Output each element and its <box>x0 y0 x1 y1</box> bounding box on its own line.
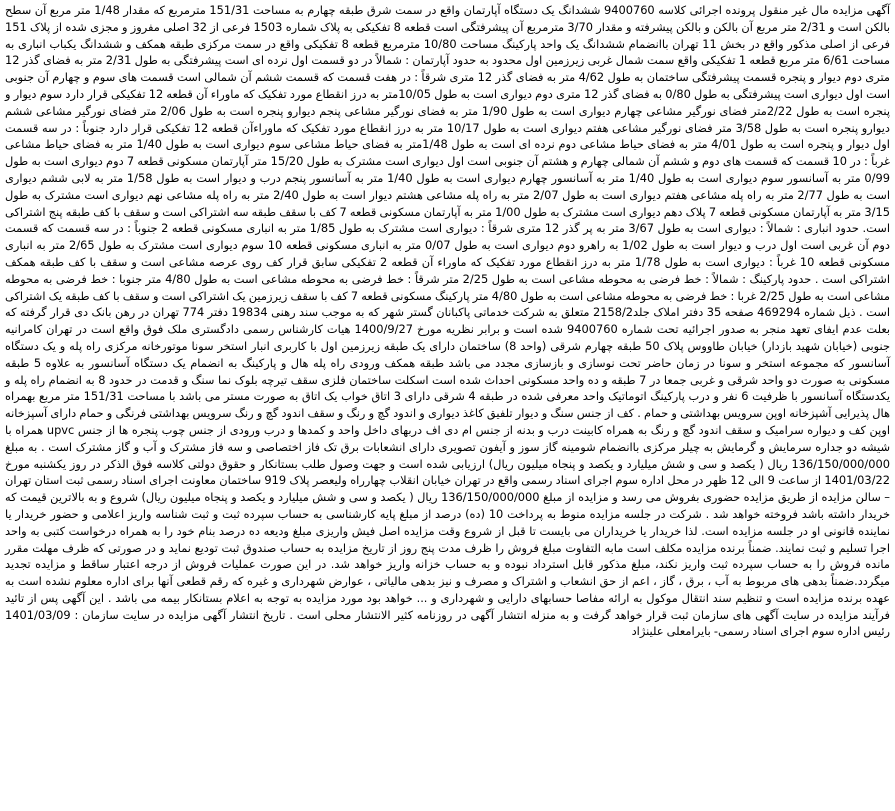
auction-notice-text: آگهی مزایده مال غیر منقول پرونده اجرائی کلاسه 9400760 ششدانگ یک دستگاه آپارتمان واقع در سمت شرق طبقه چهارم به مساحت 151/31 مترمربع که مقدار 1/48 متر مربع آن سطح بالکن است و 2/31 متر مربع آن بالکن و بالکن پیشرفته و مقدار 3/70 مترمربع آن پیشرفتگی است قطعه 8 تفکیکی به پلاک شماره 1503 فرعی از 32 اصلی مفروز و مجزی شده از پلاک 151 فرعی از اصلی مذکور واقع در بخش 11 تهران باانضمام ششدانگ یک واحد پارکینگ مساحت 10/80 مترمربع قطعه 8 تفکیکی واقع در سمت مرکزی طبقه همکف و ششدانگ یکباب انباری به مساحت 6/61 متر مربع قطعه 1 تفکیکی واقع سمت شمال غربی زیرزمین اول محدود به حدود آپارتمان : شمالاً در دو قسمت اول نرده ای است پیشرفتگی به طول 2/31 متر به فضای گذر 12 متری دوم دیوار و پنجره قسمت پیشرفتگی ساختمان به طول 4/62 متر به فضای گذر 12 متری شرقاً : در هفت قسمت که قسمت ششم آن شمالی است قسمت های سوم و چهارم آن جنوبی است اول دیواری است پیشرفتگی به طول 0/80 به فضای گذر 12 متری دوم دیواری است به طول 10/05متر به درز انقطاع مورد تفکیک که ماوراء آن قطعه 12 تفکیکی قرار دارد سوم دیوار و پنجره است به طول 2/22متر فضای نورگیر مشاعی چهارم دیواری است به طول 1/90 متر به فضای نورگیر مشاعی پنجم دیوارو پنجره است به طول 2/06 متر فضای نورگیر مشاعی ششم دیوارو پنجره است به طول 3/58 متر فضای نورگیر مشاعی هفتم دیواری است به طول 10/17 متر به درز انقطاع مورد تفکیک که ماوراءآن قطعه 12 تفکیکی قرار دارد جنوباً : در سه قسمت اول دیوار و پنجره است به طول 4/01 متر به فضای حیاط مشاعی دوم نرده ای است به طول 1/48متر به فضای حیاط مشاعی سوم دیواری است به طول 1/40 متر به فضای حیاط مشاعی غرباً : در 10 قسمت که قسمت های دوم و ششم آن شمالی چهارم و هشتم آن جنوبی است اول دیواری است مشترک به طول 15/20 متر آپارتمان مسکونی قطعه 7 دوم دیواری است به طول 0/99 متر به آسانسور سوم دیواری است به طول 1/40 متر به آسانسور چهارم دیواری است به طول 1/40 متر به آسانسور پنجم درب و دیوار است به طول 1/58 متر به لابی ششم دیواری است به طول 2/77 متر به راه پله مشاعی هفتم دیواری است به طول 2/07 متر به راه پله مشاعی هشتم دیوار است به طول 2/40 متر به راه پله مشاعی نهم دیواری است مشترک به طول 3/15 متر به آپارتمان مسکونی قطعه 7 پلاک دهم دیواری است مشترک به طول 1/00 متر به آپارتمان مسکونی قطعه 7 کف با سقف طبقه سه اشتراکی است و سقف با کف طبقه پنج اشتراکی است. حدود انباری : شمالاً : دیواری است به طول 3/67 متر به پر گذر 12 متری شرقاً : دیواری است مشترک به طول 1/85 متر به انباری مسکونی قطعه 2 جنوباً : در سه قسمت که قسمت دوم آن غربی است اول درب و دیوار است به طول 1/02 به راهرو دوم دیواری است به طول 0/07 متر به انباری مسکونی قطعه 10 سوم دیواری است مشترک به طول 2/65 متر به انباری مسکونی قطعه 10 غرباً : دیواری است به طول 1/78 متر به درز انقطاع مورد تفکیک که ماوراء آن قطعه 2 تفکیکی سابق قرار کف روی عرصه مشاعی است و سقف با کف طبقه همکف اشتراکی است . حدود پارکینگ : شمالاً : خط فرضی به محوطه مشاعی است به طول 2/25 متر شرقاً : خط فرضی به محوطه مشاعی است به طول 4/80 متر جنوبا : خط فرضی به محوطه مشاعی است به طول 2/25 غربا : خط فرضی به محوطه مشاعی است به طول 4/80 متر پارکینگ مسکونی قطعه 7 کف با سقف زیرزمین یک اشتراکی است و سقف با کف طبقه یک اشتراکی است . ذیل شماره 469294 صفحه 35 دفتر املاک جلد2158/2 متعلق به شرکت خدماتی پاکبانان گستر شهر که به موجب سند رهنی 19834 دفتر 774 تهران در رهن بانک دی قرار گرفته که بعلت عدم ایفای تعهد منجر به صدور اجرائیه تحت شماره 9400760 شده است و برابر نظریه مورخ 1400/9/27 هیات کارشناس رسمی دادگستری ملک فوق واقع است در تهران کامرانیه جنوبی (خیابان شهید بازدار) خیابان طاووس پلاک 50 طبقه چهارم شرقی (واحد 8) ساختمان دارای یک طبقه زیرزمین اول با کاربری انبار استخر سونا موتورخانه مرکزی راه پله و یک دستگاه آسانسور که مجموعه استخر و سونا در زمان حاضر تحت نوسازی و بازسازی مجدد می باشد طبقه همکف ورودی راه پله هال و پارکینگ به انضمام یک دستگاه آسانسور به علاوه 5 طبقه مسکونی به صورت دو واحد شرقی و غربی جمعا در 7 طبقه و ده واحد مسکونی احداث شده است اسکلت ساختمان فلزی سقف تیرچه بلوک نما سنگ و قدمت در حدود 8 به انضمام راه پله و یکدستگاه آسانسور با ظرفیت 6 نفر و درب پارکینگ اتوماتیک واحد معرفی شده در طبقه 4 شرقی دارای 3 اتاق خواب یک اتاق به صورت مستر می باشد با مساحت 151/31 متر مربع بهمراه هال پذیرایی آشپزخانه اوپن سرویس بهداشتی و حمام . کف از جنس سنگ و دیوار تلفیق کاغذ دیواری و اندود گچ و رنگ و سقف اندود گچ و رنگ سرویس بهداشتی فرنگی و حمام دارای آسپزخانه اوپن کف و دیواره سرامیک و سقف اندود گچ و رنگ به همراه کابینت درب و بدنه از جنس ام دی اف دربهای داخل واحد و کمدها و درب ورودی از جنس چوب پنجره ها از جنس upvc همراه با شیشه دو جداره سرمایش و گرمایش به چیلر مرکزی باانضمام شومینه گاز سوز و آیفون تصویری دارای انشعابات برق تک فاز اختصاصی و سه فاز مشترک و آب و گاز مشترک است . به مبلغ 136/150/000/000 ریال ( یکصد و سی و شش میلیارد و یکصد و پنجاه میلیون ریال) ارزیابی شده است و جهت وصول طلب بستانکار و حقوق دولتی کلاسه فوق الذکر در روز یکشنبه مورخ 1401/03/22 از ساعت 9 الی 12 ظهر در محل اداره سوم اجرای اسناد رسمی واقع در تهران خیابان انقلاب چهارراه ولیعصر پلاک 919 ساختمان معاونت اجرای اسناد رسمی ثبت استان تهران – سالن مزایده از طریق مزایده حضوری بفروش می رسد و مزایده از مبلغ 136/150/000/000 ریال ( یکصد و سی و شش میلیارد و یکصد و پنجاه میلیون ریال) شروع و به بالاترین قیمت که خریدار داشته باشد فروخته خواهد شد . شرکت در جلسه مزایده منوط به پرداخت 10 (ده) درصد از مبلغ پایه کارشناسی به حساب سپرده ثبت و ثبت شناسه واریز اعلامی و حضور خریدار یا نماینده قانونی او در جلسه مزایده است. لذا خریدار یا خریداران می بایست تا قبل از شروع وقت مزایده اصل فیش واریزی مبلغ ودیعه ده درصد بنام خود را به همراه درخواست کتبی به واحد اجرا تسلیم و ثبت نمایند. ضمناً برنده مزایده مکلف است مابه التفاوت مبلغ فروش را ظرف مدت پنج روز از تاریخ مزایده به حساب صندوق ثبت تودیع نماید و در صورتی که ظرف مهلت مقرر مانده فروش را به حساب سپرده ثبت واریز نکند، مبلغ مذکور قابل استرداد نبوده و به حساب خزانه واریز خواهد شد. در این صورت عملیات فروش از درجه اعتبار ساقط و مزایده تجدید میگردد.ضمناً بدهی های مربوط به آب ، برق ، گاز ، اعم از حق انشعاب و اشتراک و مصرف و نیز بدهی مالیاتی ، عوارض شهرداری و غیره که رقم قطعی آنها برای اداره معلوم نشده است به عهده برنده مزایده است و تنظیم سند انتقال موکول به ارائه مفاصا حسابهای دارایی و شهرداری و ... خواهد بود مورد مزایده به توجه به اعلام بستانکار بیمه می باشد . این آگهی پس از تائید فرآیند مزایده در سایت آگهی های سازمان ثبت قرار خواهد گرفت و به منزله انتشار آگهی در روزنامه کثیر الانتشار محلی است . تاریخ انتشار آگهی مزایده در سایت سازمان : 1401/03/09 رئیس اداره سوم اجرای اسناد رسمی- بایرامعلی علینژاد <box>5 3 891 639</box>
